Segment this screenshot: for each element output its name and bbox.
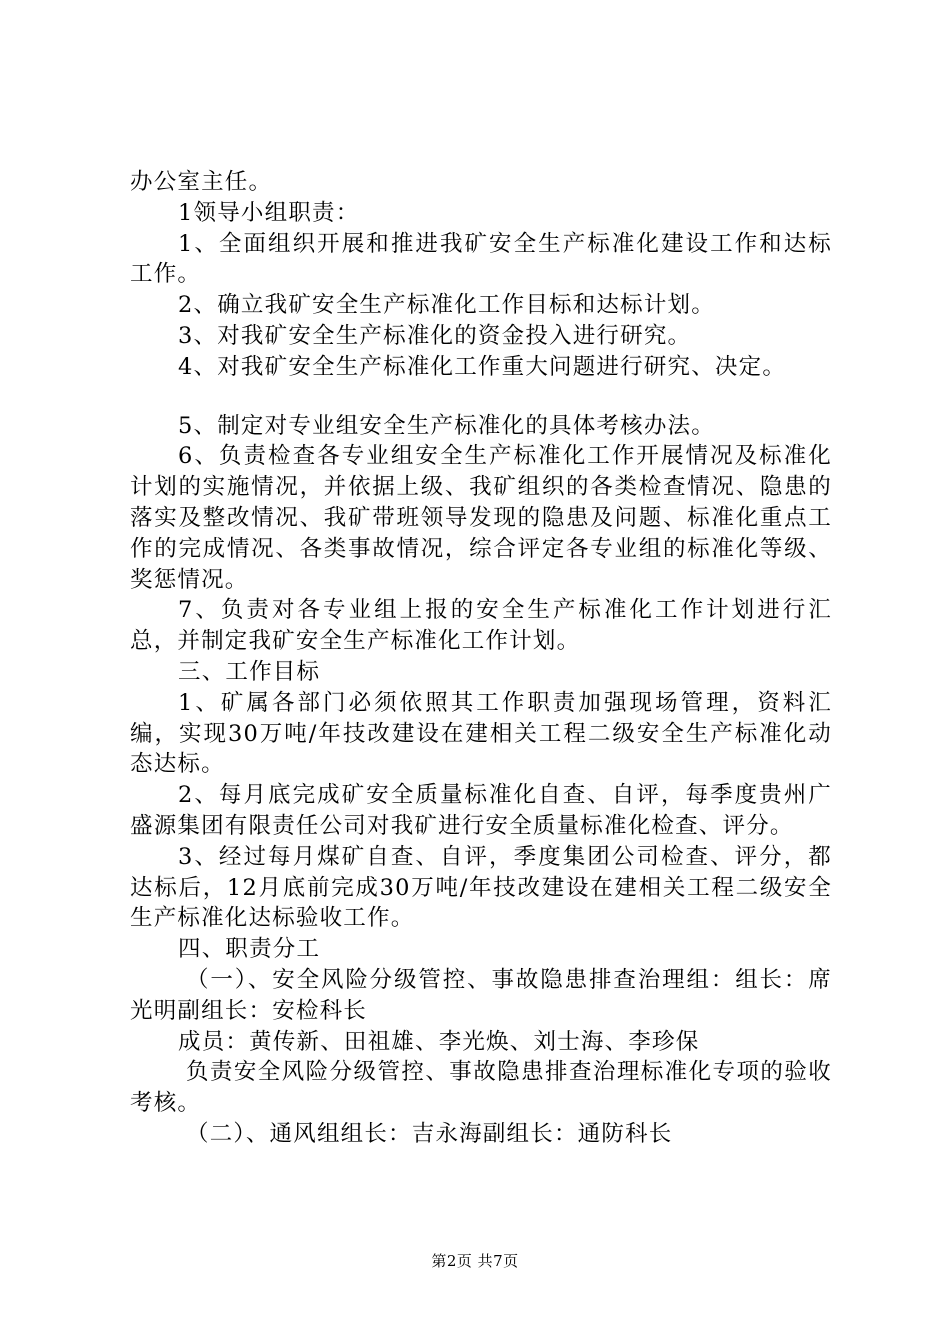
paragraph-goal-1: 1、矿属各部门必须依照其工作职责加强现场管理，资料汇编，实现30万吨/年技改建设在建相关工程二级安全生产标准化动态达标。 xyxy=(130,689,832,778)
paragraph-office-director: 办公室主任。 xyxy=(130,169,273,195)
heading-responsibility-division: 四、职责分工 xyxy=(178,936,321,963)
paragraph-goal-3: 3、经过每月煤矿自查、自评，季度集团公司检查、评分，都达标后，12月底前完成30万吨/年技改建设在建相关工程二级安全生产标准化达标验收工作。 xyxy=(130,843,832,932)
paragraph-goal-2: 2、每月底完成矿安全质量标准化自查、自评，每季度贵州广盛源集团有限责任公司对我矿进行安全质量标准化检查、评分。 xyxy=(130,782,832,839)
paragraph-risk-group-duty: 负责安全风险分级管控、事故隐患排查治理标准化专项的验收考核。 xyxy=(130,1059,832,1117)
paragraph-risk-control-group: （一）、安全风险分级管控、事故隐患排查治理组：组长：席光明副组长：安检科长 xyxy=(130,966,832,1024)
heading-leadership-duties: 1领导小组职责： xyxy=(178,199,360,226)
paragraph-duty-6: 6、负责检查各专业组安全生产标准化工作开展情况及标准化计划的实施情况，并依据上级、我矿组织的各类检查情况、隐患的落实及整改情况、我矿带班领导发现的隐患及问题、标准化重点工作的完成情况、各类事故情况，综合评定各专业组的标准化等级、奖惩情况。 xyxy=(130,443,832,593)
paragraph-duty-2: 2、确立我矿安全生产标准化工作目标和达标计划。 xyxy=(178,292,715,319)
paragraph-duty-4: 4、对我矿安全生产标准化工作重大问题进行研究、决定。 xyxy=(178,353,787,380)
paragraph-duty-7: 7、负责对各专业组上报的安全生产标准化工作计划进行汇总，并制定我矿安全生产标准化工作计划。 xyxy=(130,597,832,655)
heading-work-goals: 三、工作目标 xyxy=(178,658,321,685)
paragraph-duty-3: 3、对我矿安全生产标准化的资金投入进行研究。 xyxy=(178,322,692,349)
paragraph-ventilation-group: （二）、通风组组长：吉永海副组长：通防科长 xyxy=(186,1120,673,1147)
paragraph-duty-5: 5、制定对专业组安全生产标准化的具体考核办法。 xyxy=(178,412,715,439)
paragraph-risk-group-members: 成员：黄传新、田祖雄、李光焕、刘士海、李珍保 xyxy=(178,1028,700,1055)
document-body xyxy=(130,167,832,1150)
paragraph-duty-1: 1、全面组织开展和推进我矿安全生产标准化建设工作和达标工作。 xyxy=(130,230,832,288)
page-number-footer: 第2页 共7页 xyxy=(431,1252,519,1270)
